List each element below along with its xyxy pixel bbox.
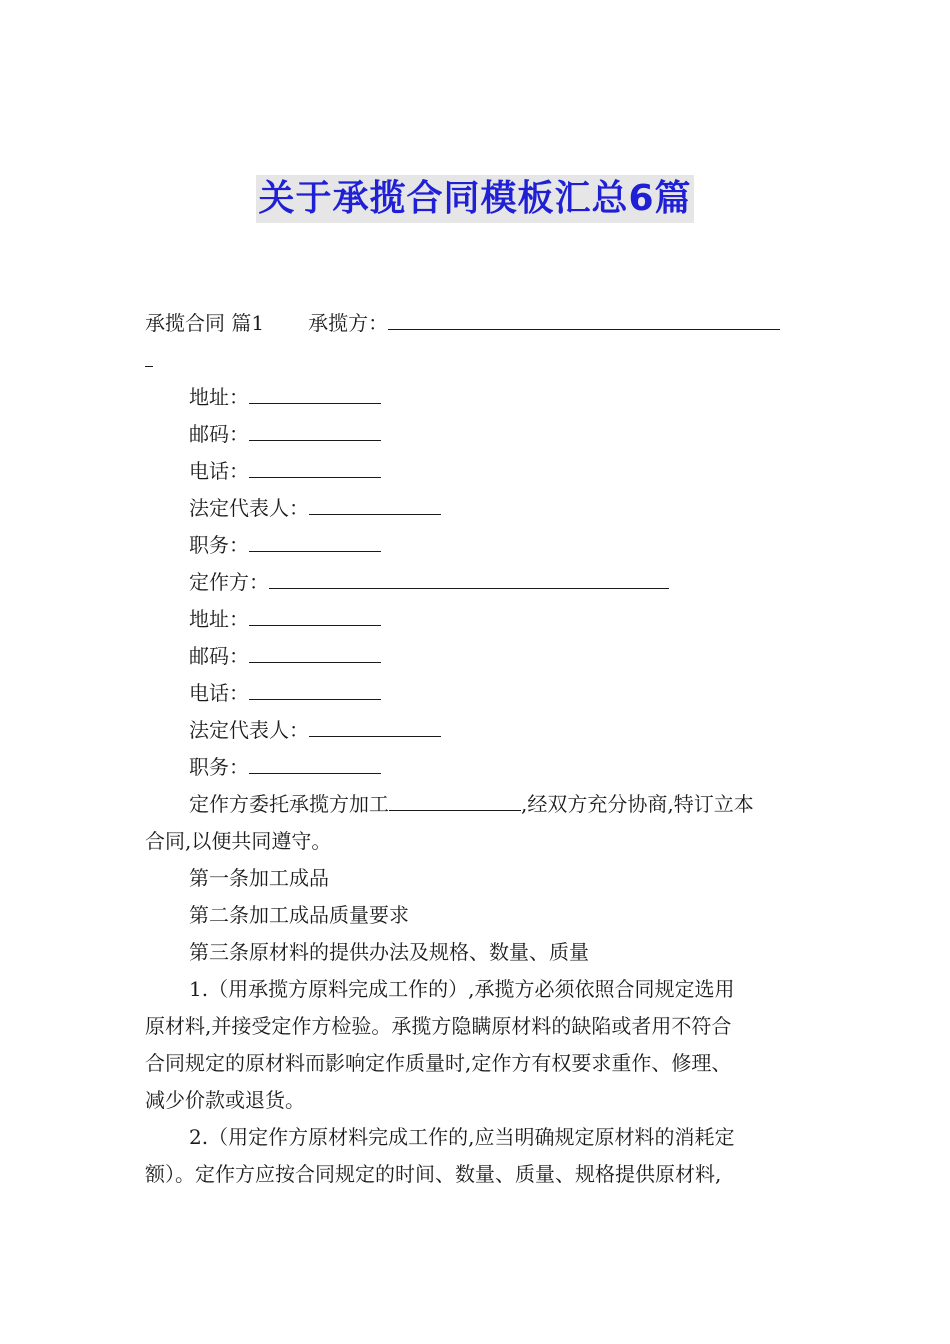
field-blank — [249, 381, 381, 404]
field-label: 邮码： — [189, 644, 249, 668]
clause-2-line: 2.（用定作方原材料完成工作的,应当明确规定原材料的消耗定 — [189, 1125, 735, 1149]
intro-text-start: 定作方委托承揽方加工 — [189, 792, 389, 816]
contractor-field — [145, 527, 810, 564]
field-label: 电话： — [189, 681, 249, 705]
field-label: 职务： — [189, 755, 249, 779]
field-label: 地址： — [189, 607, 249, 631]
clause-1-line: 原材料,并接受定作方检验。承揽方隐瞒原材料的缺陷或者用不符合 — [145, 1014, 732, 1038]
client-party-line — [145, 564, 810, 601]
field-blank — [249, 751, 381, 774]
field-blank — [249, 640, 381, 663]
field-blank — [309, 714, 441, 737]
client-name-blank — [269, 566, 669, 589]
client-field — [145, 601, 810, 638]
field-label: 法定代表人： — [189, 718, 309, 742]
clause-1-line: 合同规定的原材料而影响定作质量时,定作方有权要求重作、修理、 — [145, 1051, 732, 1075]
header-line — [145, 305, 810, 342]
contractor-name-blank-wrap — [145, 344, 153, 367]
field-label: 地址： — [189, 385, 249, 409]
field-label: 法定代表人： — [189, 496, 309, 520]
field-blank — [249, 603, 381, 626]
field-blank — [249, 455, 381, 478]
clause-1-line: 减少价款或退货。 — [145, 1088, 305, 1112]
client-field — [145, 638, 810, 675]
client-field — [145, 712, 810, 749]
client-field — [145, 675, 810, 712]
contractor-field — [145, 453, 810, 490]
field-label: 邮码： — [189, 422, 249, 446]
clause-1-line: 1.（用承揽方原料完成工作的）,承揽方必须依照合同规定选用 — [189, 977, 735, 1001]
article-1: 第一条加工成品 — [189, 866, 329, 890]
field-blank — [309, 492, 441, 515]
intro-line-2: 合同,以便共同遵守。 — [145, 829, 332, 853]
client-party-label: 定作方： — [189, 570, 269, 594]
contractor-field — [145, 416, 810, 453]
document-body — [145, 305, 810, 1193]
field-blank — [249, 677, 381, 700]
field-label: 电话： — [189, 459, 249, 483]
processing-item-blank — [389, 788, 521, 811]
client-field — [145, 749, 810, 786]
intro-text-end: ,经双方充分协商,特订立本 — [521, 792, 754, 816]
intro-line-1 — [145, 786, 810, 823]
field-label: 职务： — [189, 533, 249, 557]
section-label: 承揽合同 篇1 — [145, 311, 265, 335]
title-block — [0, 175, 950, 223]
field-blank — [249, 529, 381, 552]
field-blank — [249, 418, 381, 441]
contractor-field — [145, 490, 810, 527]
header-line-wrap — [145, 342, 810, 379]
contractor-field — [145, 379, 810, 416]
clause-2-line: 额）。定作方应按合同规定的时间、数量、质量、规格提供原材料, — [145, 1162, 722, 1186]
article-3: 第三条原材料的提供办法及规格、数量、质量 — [189, 940, 589, 964]
contractor-party-label: 承揽方： — [308, 311, 389, 335]
article-2: 第二条加工成品质量要求 — [189, 903, 409, 927]
contractor-name-blank — [388, 307, 780, 330]
document-title: 关于承揽合同模板汇总6篇 — [256, 175, 693, 223]
